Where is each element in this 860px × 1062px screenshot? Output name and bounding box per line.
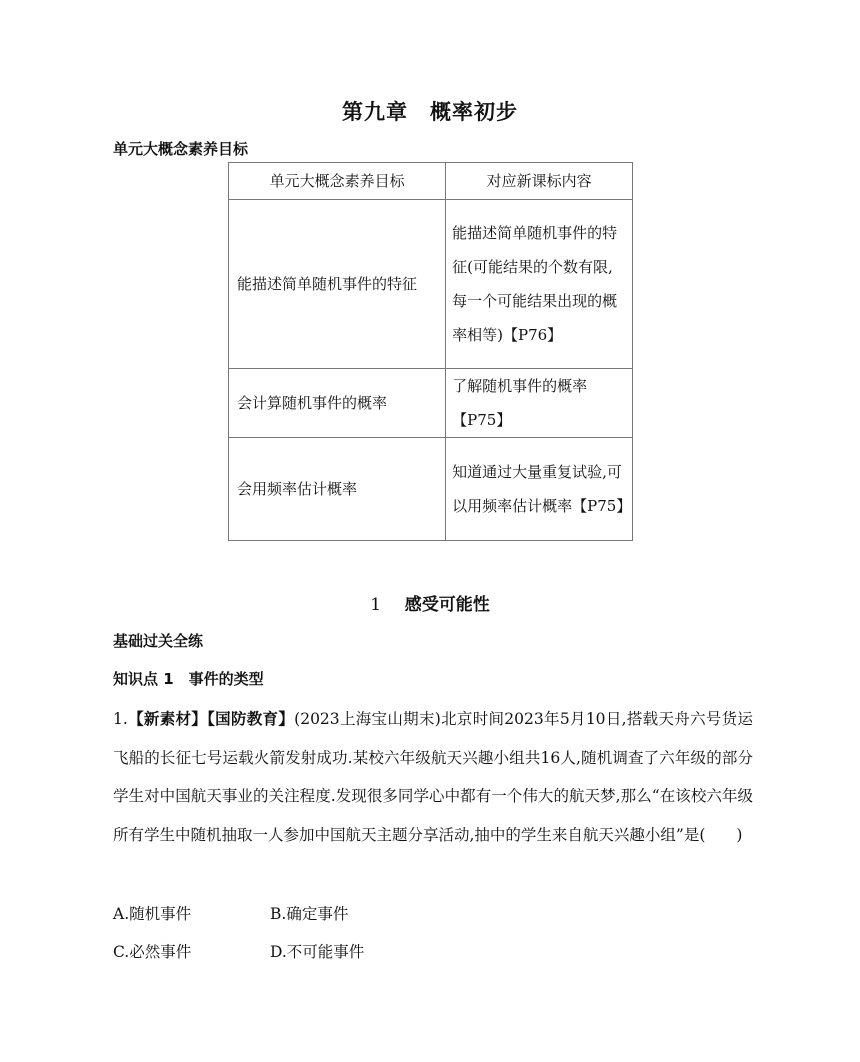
table-cell-goal: 会用频率估计概率 <box>229 438 446 541</box>
table-row <box>229 369 633 438</box>
lesson-number: 1 <box>370 595 382 615</box>
table-header-standard: 对应新课标内容 <box>446 163 633 200</box>
table-row <box>229 438 633 541</box>
table-cell-standard: 知道通过大量重复试验,可以用频率估计概率【P75】 <box>446 438 633 541</box>
option-b[interactable]: B.确定事件 <box>270 905 349 923</box>
table-row <box>229 200 633 369</box>
option-a[interactable]: A.随机事件 <box>113 905 192 923</box>
question-text: (2023上海宝山期末)北京时间2023年5月10日,搭载天舟六号货运飞船的长征七号运载火箭发射成功.某校六年级航天兴趣小组共16人,随机调查了六年级的部分学生对中国航天事业的关注程度.发现很多同学心中都有一个伟大的航天梦,那么“在该校六年级所有学生中随机抽取一人参加中国航天主题分享活动,抽中的学生来自航天兴趣小组”是( ) <box>113 710 753 844</box>
option-d[interactable]: D.不可能事件 <box>270 943 365 961</box>
question-tags: 【新素材】【国防教育】 <box>127 710 295 728</box>
goals-table <box>228 162 633 541</box>
chapter-title: 第九章 概率初步 <box>342 100 518 124</box>
lesson-name: 感受可能性 <box>404 595 490 615</box>
lesson-title <box>0 590 860 615</box>
table-cell-standard: 了解随机事件的概率【P75】 <box>446 369 633 438</box>
table-header-row <box>229 163 633 200</box>
table-cell-standard: 能描述简单随机事件的特征(可能结果的个数有限,每一个可能结果出现的概率相等)【P76】 <box>446 200 633 369</box>
practice-heading: 基础过关全练 <box>113 632 204 650</box>
unit-goals-heading: 单元大概念素养目标 <box>113 140 249 158</box>
knowledge-point-heading: 知识点 1 事件的类型 <box>113 670 264 688</box>
table-cell-goal: 会计算随机事件的概率 <box>229 369 446 438</box>
question-number: 1. <box>113 710 128 728</box>
option-c[interactable]: C.必然事件 <box>113 943 192 961</box>
question-1 <box>113 700 753 854</box>
table-header-goal: 单元大概念素养目标 <box>229 163 446 200</box>
table-cell-goal: 能描述简单随机事件的特征 <box>229 200 446 369</box>
